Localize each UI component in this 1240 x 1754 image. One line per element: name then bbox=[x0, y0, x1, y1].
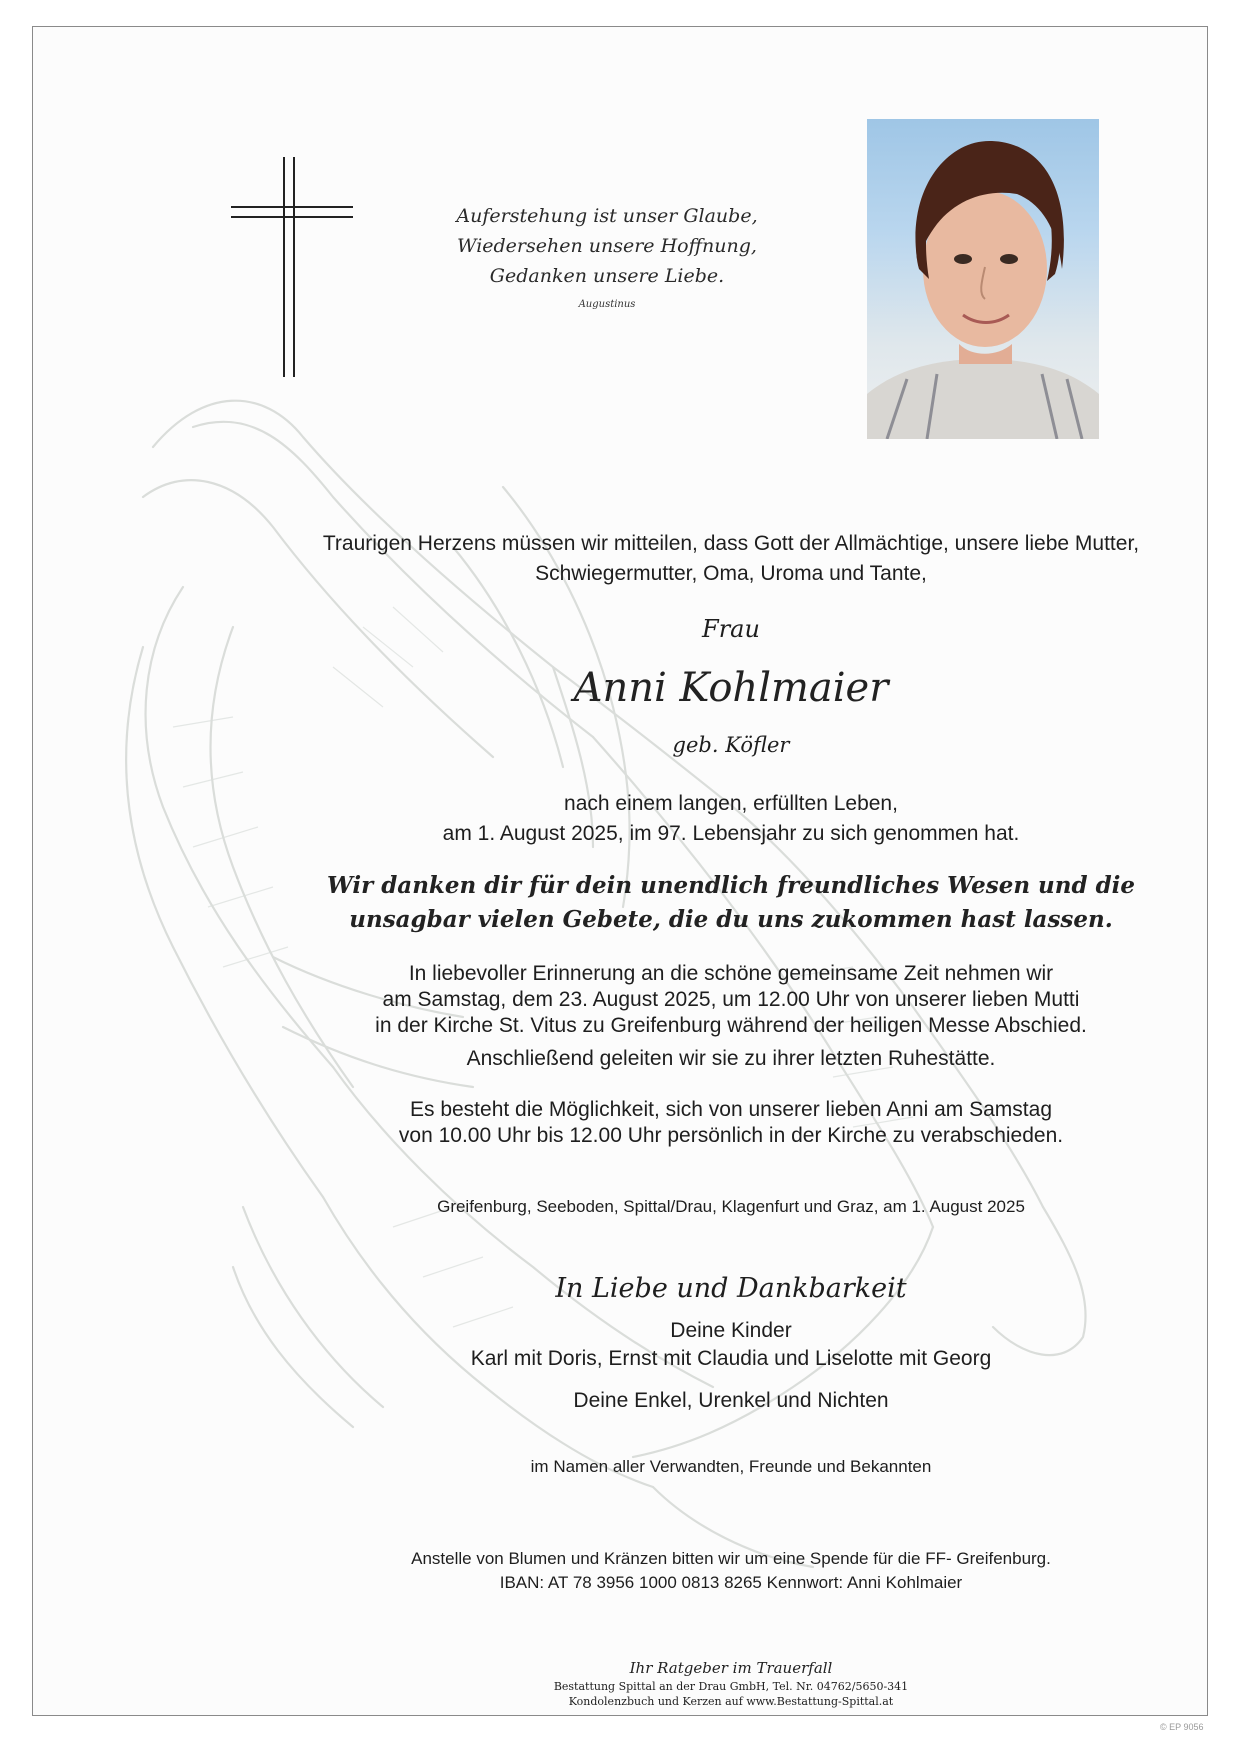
birth-name: geb. Köfler bbox=[672, 733, 790, 757]
visitation-note bbox=[251, 1097, 1208, 1149]
thanks-line: Wir danken dir für dein unendlich freundliches Wesen und die bbox=[326, 872, 1136, 899]
life-line: am 1. August 2025, im 97. Lebensjahr zu sich genommen hat. bbox=[442, 822, 1020, 845]
quote-line: Wiedersehen unsere Hoffnung, bbox=[457, 235, 757, 257]
life-statement bbox=[301, 789, 1161, 849]
burial-note: Anschließend geleiten wir sie zu ihrer letzten Ruhestätte. bbox=[466, 1047, 996, 1070]
quote-line: Gedanken unsere Liebe. bbox=[489, 265, 725, 287]
mourners-heading: In Liebe und Dankbarkeit bbox=[555, 1273, 907, 1304]
children-heading: Deine Kinder bbox=[670, 1319, 792, 1342]
farewell-line: in der Kirche St. Vitus zu Greifenburg während der heiligen Messe Abschied. bbox=[375, 1014, 1087, 1037]
intro-line: Traurigen Herzens müssen wir mitteilen, dass Gott der Allmächtige, unsere liebe Mutter, bbox=[322, 532, 1140, 555]
deceased-name: Anni Kohlmaier bbox=[573, 665, 889, 711]
place-date: Greifenburg, Seeboden, Spittal/Drau, Klagenfurt und Graz, am 1. August 2025 bbox=[437, 1197, 1025, 1216]
announcement-intro bbox=[291, 529, 1171, 589]
relatives-line: im Namen aller Verwandten, Freunde und Bekannten bbox=[530, 1457, 932, 1476]
corner-code: © EP 9056 bbox=[1160, 1722, 1204, 1732]
intro-line: Schwiegermutter, Oma, Uroma und Tante, bbox=[535, 562, 927, 585]
donation-line: Anstelle von Blumen und Kränzen bitten wir um eine Spende für die FF- Greifenburg. bbox=[411, 1549, 1051, 1568]
cross-icon bbox=[231, 157, 353, 377]
farewell-details bbox=[251, 961, 1208, 1039]
farewell-line: In liebevoller Erinnerung an die schöne gemeinsame Zeit nehmen wir bbox=[408, 962, 1054, 985]
obituary-sheet bbox=[32, 26, 1208, 1716]
footer-company: Bestattung Spittal an der Drau GmbH, Tel. Nr. 04762/5650-341 bbox=[553, 1680, 909, 1693]
salutation: Frau bbox=[702, 615, 760, 643]
thanks-message bbox=[251, 869, 1208, 937]
quote-line: Auferstehung ist unser Glaube, bbox=[456, 205, 758, 227]
farewell-line: am Samstag, dem 23. August 2025, um 12.00 Uhr von unserer lieben Mutti bbox=[382, 988, 1080, 1011]
children-names: Karl mit Doris, Ernst mit Claudia und Liselotte mit Georg bbox=[470, 1347, 992, 1370]
visitation-line: von 10.00 Uhr bis 12.00 Uhr persönlich in der Kirche zu verabschieden. bbox=[398, 1124, 1064, 1147]
donation-line: IBAN: AT 78 3956 1000 0813 8265 Kennwort: Anni Kohlmaier bbox=[499, 1573, 963, 1592]
portrait-photo bbox=[867, 119, 1099, 439]
footer-slogan: Ihr Ratgeber im Trauerfall bbox=[629, 1659, 833, 1677]
thanks-line: unsagbar vielen Gebete, die du uns zukommen hast lassen. bbox=[349, 906, 1113, 933]
footer-address bbox=[401, 1679, 1061, 1709]
donation-request bbox=[251, 1547, 1208, 1595]
quote-source: Augustinus bbox=[578, 299, 636, 310]
visitation-line: Es besteht die Möglichkeit, sich von unserer lieben Anni am Samstag bbox=[409, 1098, 1052, 1121]
portrait-icon bbox=[867, 119, 1099, 439]
footer-web: Kondolenzbuch und Kerzen auf www.Bestattung-Spittal.at bbox=[568, 1695, 894, 1708]
epitaph-quote bbox=[437, 201, 777, 291]
life-line: nach einem langen, erfüllten Leben, bbox=[564, 792, 898, 815]
grandchildren-line: Deine Enkel, Urenkel und Nichten bbox=[573, 1389, 889, 1412]
